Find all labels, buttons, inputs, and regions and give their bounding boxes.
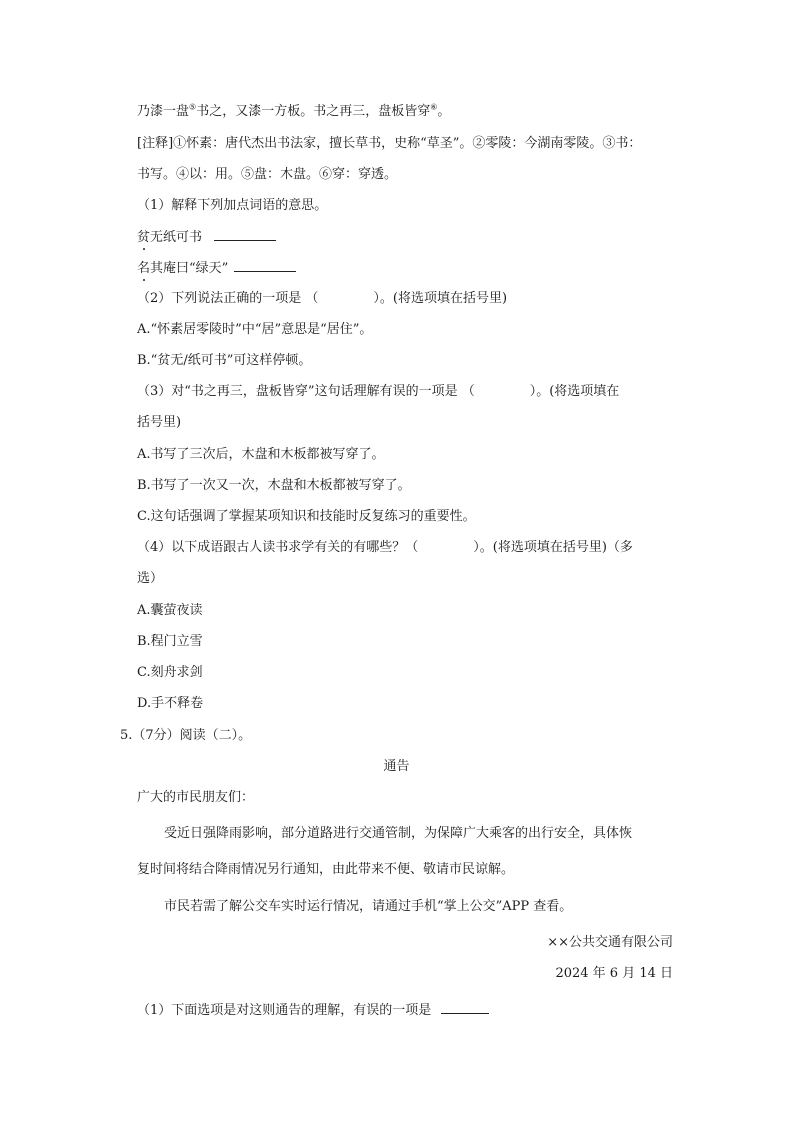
question-prompt-cont: 选） xyxy=(137,571,164,586)
answer-blank[interactable] xyxy=(441,1001,489,1014)
question-prompt: （1）解释下列加点词语的意思。 xyxy=(137,198,328,213)
passage-line xyxy=(137,104,450,120)
prompt-text: （4）以下成语跟古人读书求学有关的有哪些？（ xyxy=(137,540,419,555)
passage-text: 。 xyxy=(437,104,451,119)
prompt-text: ）。(将选项填在括号里)（多 xyxy=(473,540,633,555)
option-b: B.书写了一次又一次，木盘和木板都被写穿了。 xyxy=(137,478,411,493)
question-prompt xyxy=(137,1001,489,1019)
notice-paragraph-line: 复时间将结合降雨情况另行通知，由此带来不便、敬请市民谅解。 xyxy=(137,862,515,877)
option-c: C.这句话强调了掌握某项知识和技能时反复练习的重要性。 xyxy=(137,509,476,524)
prompt-text: ）。(将选项填在 xyxy=(529,384,620,399)
option-a: A.书写了三次后，木盘和木板都被写穿了。 xyxy=(137,447,385,462)
section-heading: 5.（7分）阅读（二）。 xyxy=(120,728,252,743)
notice-signer: ××公共交通有限公司 xyxy=(547,935,673,950)
item-text: 无纸可书 xyxy=(150,230,203,245)
question-item xyxy=(137,259,296,277)
notice-paragraph: 市民若需了解公交车实时运行情况，请通过手机“掌上公交”APP 查看。 xyxy=(164,899,573,914)
item-text: 其庵曰“绿天” xyxy=(150,261,229,276)
prompt-text: ）。(将选项填在括号里) xyxy=(373,291,508,306)
question-prompt xyxy=(137,291,507,307)
prompt-text: （2）下列说法正确的一项是 （ xyxy=(137,291,319,306)
dotted-word: 贫 xyxy=(137,230,151,245)
notice-date: 2024 年 6 月 14 日 xyxy=(555,966,673,981)
answer-blank[interactable] xyxy=(234,259,296,272)
option-b: B.程门立雪 xyxy=(137,634,203,649)
passage-text: 乃漆一盘 xyxy=(137,104,190,119)
question-prompt xyxy=(137,540,633,556)
notice-title: 通告 xyxy=(383,759,410,774)
footnote-marker: ⑤ xyxy=(189,102,197,112)
question-prompt xyxy=(137,384,619,400)
notice-salutation: 广大的市民朋友们： xyxy=(137,790,255,805)
annotation-line: 书写。④以：用。⑤盘：木盘。⑥穿：穿透。 xyxy=(137,167,398,182)
annotation-line: [注释]①怀素：唐代杰出书法家，擅长草书，史称“草圣”。②零陵：今湖南零陵。③书： xyxy=(137,136,642,151)
dotted-word: 名 xyxy=(137,261,151,276)
option-b: B.“贫无/纸可书”可这样停顿。 xyxy=(137,353,312,368)
question-item xyxy=(137,228,276,246)
notice-paragraph-line: 受近日强降雨影响，部分道路进行交通管制，为保障广大乘客的出行安全，具体恢 xyxy=(164,826,633,841)
prompt-text: （3）对“书之再三，盘板皆穿”这句话理解有误的一项是 （ xyxy=(137,384,475,399)
question-prompt-cont: 括号里) xyxy=(137,415,182,430)
prompt-text: （1）下面选项是对这则通告的理解，有误的一项是 xyxy=(137,1003,432,1018)
option-d: D.手不释卷 xyxy=(137,696,204,711)
option-a: A.囊萤夜读 xyxy=(137,603,203,618)
answer-blank[interactable] xyxy=(214,228,276,241)
option-a: A.“怀素居零陵时”中“居”意思是“居住”。 xyxy=(137,322,373,337)
footnote-marker: ⑥ xyxy=(430,102,438,112)
passage-text: 书之，又漆一方板。书之再三，盘板皆穿 xyxy=(196,104,431,119)
option-c: C.刻舟求剑 xyxy=(137,665,203,680)
